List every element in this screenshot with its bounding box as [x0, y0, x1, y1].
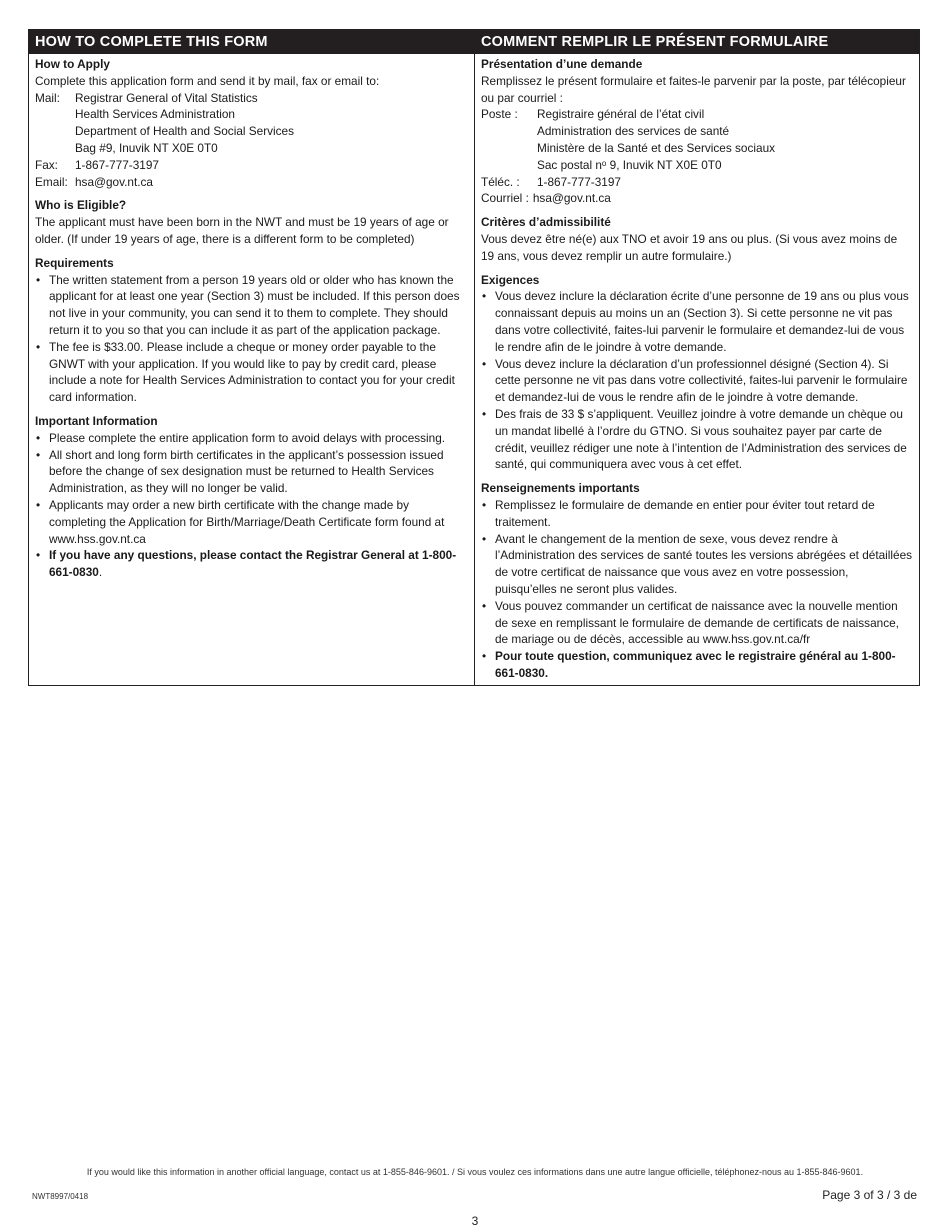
fax-row [481, 174, 913, 191]
english-header: HOW TO COMPLETE THIS FORM [29, 30, 474, 54]
form-number: NWT8997/0418 [32, 1192, 89, 1201]
french-column [474, 30, 919, 685]
email-address: hsa@gov.nt.ca [532, 191, 611, 206]
list-item: • Des frais de 33 $ s’appliquent. Veuillez joindre à votre demande un chèque ou un mandat libellé à l’ordre du GTNO. Si vous souhaitez payer par carte de crédit, veuillez rédiger une note à l’intention de l’Administration des services de santé, qui communiquera avec vous à cet effet. [481, 406, 913, 473]
list-item: • All short and long form birth certificates in the applicant’s possession issued before the change of sex designation must be returned to Health Services Administration, as they will no longer be valid. [35, 447, 468, 497]
requirements-section [481, 272, 913, 474]
email-label: Courriel : [481, 191, 529, 206]
list-item: • Vous pouvez commander un certificat de naissance avec la nouvelle mention de sexe en remplissant le formulaire de demande de certificats de naissance, de mariage ou de décès, accessible au www.hss.gov.nt.ca/fr [481, 598, 913, 648]
section-title: Exigences [481, 272, 540, 287]
instructions-table [28, 29, 920, 686]
important-info-section [481, 480, 913, 682]
contact-item [481, 648, 913, 682]
list-item: • Please complete the entire application form to avoid delays with processing. [35, 430, 468, 447]
french-header: COMMENT REMPLIR LE PRÉSENT FORMULAIRE [475, 30, 919, 54]
apply-intro: Remplissez le présent formulaire et faites-le parvenir par la poste, par télécopieur ou par courriel : [481, 73, 906, 105]
list-item: • Remplissez le formulaire de demande en entier pour éviter tout retard de traitement. [481, 497, 913, 531]
page-indicator: Page 3 of 3 / 3 de [822, 1188, 917, 1202]
list-item: • The written statement from a person 19 years old or older who has known the applicant for at least one year (Section 3) must be included. If this person does not live in your community, you can send it to them to complete. They should return it to you so that you can include it as part of the application package. [35, 272, 468, 339]
mail-address-line: Registrar General of Vital Statistics [75, 90, 258, 105]
contact-period: . [98, 565, 103, 580]
fax-number: 1-867-777-3197 [75, 157, 159, 172]
section-title: Who is Eligible? [35, 198, 127, 213]
eligibility-text: Vous devez être né(e) aux TNO et avoir 19 ans ou plus. (Si vous avez moins de 19 ans, vous devez remplir un autre formulaire.) [481, 231, 898, 263]
english-column [29, 30, 474, 685]
contact-text: If you have any questions, please contact the Registrar General at 1-800-661-0830 [49, 548, 457, 580]
mail-address-line: Department of Health and Social Services [75, 124, 295, 139]
list-item: • Avant le changement de la mention de sexe, vous devez rendre à l’Administration des services de santé toutes les versions abrégées et détaillées de votre certificat de naissance que vous avez en votre possession, puisqu’elles ne seront plus valides. [481, 531, 913, 598]
fax-number: 1-867-777-3197 [537, 174, 621, 189]
section-title: Requirements [35, 255, 114, 270]
contact-item [35, 547, 468, 581]
eligibility-text: The applicant must have been born in the NWT and must be 19 years of age or older. (If under 19 years of age, there is a different form to be completed) [35, 215, 449, 246]
how-to-apply-section [35, 56, 468, 190]
requirements-section [35, 255, 468, 406]
mail-label: Poste : [481, 107, 518, 122]
email-row [35, 174, 468, 191]
mail-address-line: Registraire général de l’état civil [537, 107, 705, 122]
mail-row [481, 106, 913, 123]
list-item: • Applicants may order a new birth certificate with the change made by completing the Application for Birth/Marriage/Death Certificate form found at www.hss.gov.nt.ca [35, 497, 468, 547]
section-title: Important Information [35, 413, 158, 428]
important-info-section [35, 413, 468, 581]
fax-label: Fax: [35, 157, 58, 172]
mail-address-line: Health Services Administration [75, 107, 235, 122]
email-address: hsa@gov.nt.ca [75, 174, 153, 189]
email-label: Email: [35, 174, 68, 189]
list-item: • Vous devez inclure la déclaration écrite d’une personne de 19 ans ou plus vous connaissant depuis au moins un an (Section 3). Si cette personne ne vit pas dans votre collectivité, faites-lui parvenir le formulaire et demandez-lui de vous le rendre afin de le joindre à votre demande. [481, 288, 913, 355]
mail-label: Mail: [35, 90, 60, 105]
mail-address-line: Sac postal nᵒ 9, Inuvik NT X0E 0T0 [537, 157, 722, 172]
apply-intro: Complete this application form and send it by mail, fax or email to: [35, 73, 380, 88]
contact-text: Pour toute question, communiquez avec le registraire général au 1-800-661-0830. [495, 649, 896, 680]
eligibility-section [481, 214, 913, 264]
list-item: • Vous devez inclure la déclaration d’un professionnel désigné (Section 4). Si cette personne ne vit pas dans votre collectivité, faites-lui parvenir le formulaire et demandez-lui de vous le rendre afin de le joindre à votre demande. [481, 356, 913, 406]
mail-address-line: Ministère de la Santé et des Services sociaux [537, 140, 776, 155]
email-row [481, 190, 913, 207]
eligibility-section [35, 197, 468, 247]
list-item: • The fee is $33.00. Please include a cheque or money order payable to the GNWT with your application. If you would like to pay by credit card, please include a note for Health Services Administration to contact you for your credit card information. [35, 339, 468, 406]
language-note: If you would like this information in another official language, contact us at 1-855-846-9601. / Si vous voulez ces informations dans une autre langue officielle, téléphonez-nous au 1-855-846-9601. [86, 1167, 864, 1177]
section-title: Critères d’admissibilité [481, 215, 611, 230]
section-title: Renseignements importants [481, 481, 640, 496]
mail-row [35, 90, 468, 107]
fax-label: Téléc. : [481, 174, 520, 189]
section-title: Présentation d’une demande [481, 57, 643, 71]
mail-address-line: Administration des services de santé [537, 124, 730, 139]
how-to-apply-section [481, 56, 913, 207]
mail-address-line: Bag #9, Inuvik NT X0E 0T0 [75, 140, 218, 155]
section-title: How to Apply [35, 57, 110, 71]
fax-row [35, 157, 468, 174]
page-number: 3 [471, 1214, 479, 1228]
